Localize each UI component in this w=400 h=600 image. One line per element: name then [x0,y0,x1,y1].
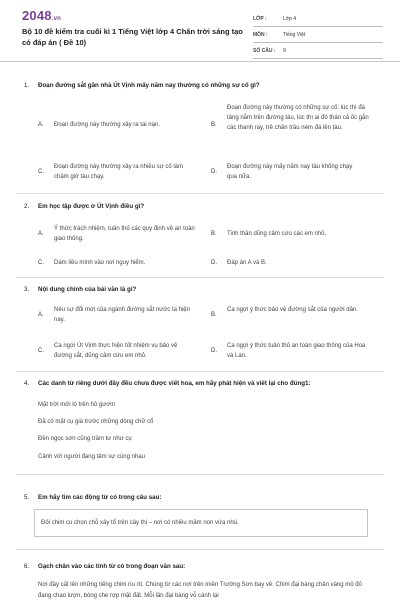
question-text: Đoạn đường sắt gần nhà Út Vịnh mấy năm nay thường có những sự cố gì? [38,82,260,89]
section-divider [16,193,384,194]
section-divider [16,371,384,372]
option-letter: C. [38,348,44,354]
question-title [24,563,185,570]
question-text: Các danh từ riêng dưới đây đều chưa được viết hoa, em hãy phát hiện và viết lại cho đúng1: [38,380,311,387]
sentence-line: Đền ngọc sơn cũng trầm tư như cụ [38,436,132,442]
question-text: Em học tập được ở Út Vịnh điều gì? [38,203,145,210]
option-text: Đoạn đường này mấy năm nay tàu không chạy qua nữa. [227,164,353,180]
meta-row-question-count [253,46,383,59]
question-number: 6. [24,563,30,570]
document-header [0,0,400,62]
option-text: Ý thức trách nhiệm, tuân thủ các quy định về an toàn giao thông. [54,226,195,242]
question-title [24,286,136,293]
question-title [24,82,260,89]
option-text: Ca ngợi ý thức bảo vệ đường sắt của người dân. [227,307,358,313]
meta-key: MÔN : [253,32,268,38]
option-letter: D. [211,260,217,266]
sentence-box [34,509,368,537]
passage-paragraph: Nơi đây cất lên những tiếng chim ríu rít. Chúng từ các nơi trên miền Trường Sơn bay về. Chim đại bàng chân vàng mỏ đỏ đang chao lượn, bóng che rợp mặt đất. Mỗi lần đại bàng vỗ cánh lại [38,582,362,599]
meta-value: Tiếng Việt [283,32,306,38]
option-text: Dám liều mình vào nơi nguy hiểm. [54,260,146,266]
document-meta [253,14,383,62]
meta-row-class [253,14,383,27]
question-title [24,203,144,210]
sentence-line: Cảnh với người đang tâm sự cùng nhau [38,454,145,460]
option-letter: A. [38,231,44,237]
question-number: 2. [24,203,30,210]
option-letter: D. [211,348,217,354]
option-letter: A. [38,122,44,128]
meta-key: SỐ CÂU : [253,48,276,54]
meta-value: Lớp 4 [283,16,297,22]
question-text: Nội dung chính của bài văn là gì? [38,286,137,293]
question-number: 5. [24,494,30,501]
document-title: Bộ 10 đề kiểm tra cuối kì 1 Tiếng Việt lớp 4 Chân trời sáng tạo có đáp án ( Đề 10) [22,27,243,47]
option-text: Tinh thần dũng cảm cứu các em nhỏ. [227,231,327,237]
logo-main: 2048 [22,8,52,23]
question-number: 1. [24,82,30,89]
option-text: Ca ngợi ý thức tuân thủ an toàn giao thông của Hoa và Lan. [227,343,366,359]
section-divider [16,549,384,550]
question-text: Gạch chân vào các tính từ có trong đoạn văn sau: [38,563,186,570]
site-logo[interactable] [22,8,61,23]
question-number: 4. [24,380,30,387]
meta-key: LỚP : [253,16,267,22]
option-text: Ca ngợi Út Vịnh thực hiện tốt nhiệm vụ bảo vệ đường sắt, dũng cảm cứu em nhỏ. [54,343,178,359]
option-text: Đoạn đường này thường xảy ra tai nạn. [54,122,160,128]
option-text: Đáp án A và B. [227,260,267,266]
question-title [24,380,311,387]
question-title [24,494,161,501]
option-text: Nêu sự đổi mới của ngành đường sắt nước ta hiện nay. [54,307,190,323]
meta-row-subject [253,30,383,43]
section-divider [16,474,384,475]
sentence-text: Đôi chim cu chọn chỗ xây tổ trên cây thị – nơi có nhiều mầm non vừa nhú. [41,520,239,526]
section-divider [16,277,384,278]
option-letter: B. [211,312,217,318]
meta-value: 9 [283,48,286,54]
option-letter: B. [211,231,217,237]
logo-sub: .vn [51,16,62,22]
sentence-line: Đã có mặt cụ già trước những dòng chữ cổ [38,419,154,425]
question-number: 3. [24,286,30,293]
option-letter: B. [211,122,217,128]
option-text: Đoạn đường này thường có những sự cố: lúc thì đá tảng nằm trên đường tàu, lúc thì ai đó tháo cả ốc gắn các thanh ray, trẻ chăn trâu ném đá lên tàu. [227,105,369,131]
option-letter: C. [38,260,44,266]
question-text: Em hãy tìm các động từ có trong câu sau: [38,494,162,501]
option-letter: D. [211,169,217,175]
option-letter: C. [38,169,44,175]
sentence-line: Mặt trời mới ló trên hồ gươm [38,402,116,408]
option-text: Đoạn đường này thường xảy ra nhiều sự cố làm chậm giờ tàu chạy. [54,164,183,180]
option-letter: A. [38,312,44,318]
